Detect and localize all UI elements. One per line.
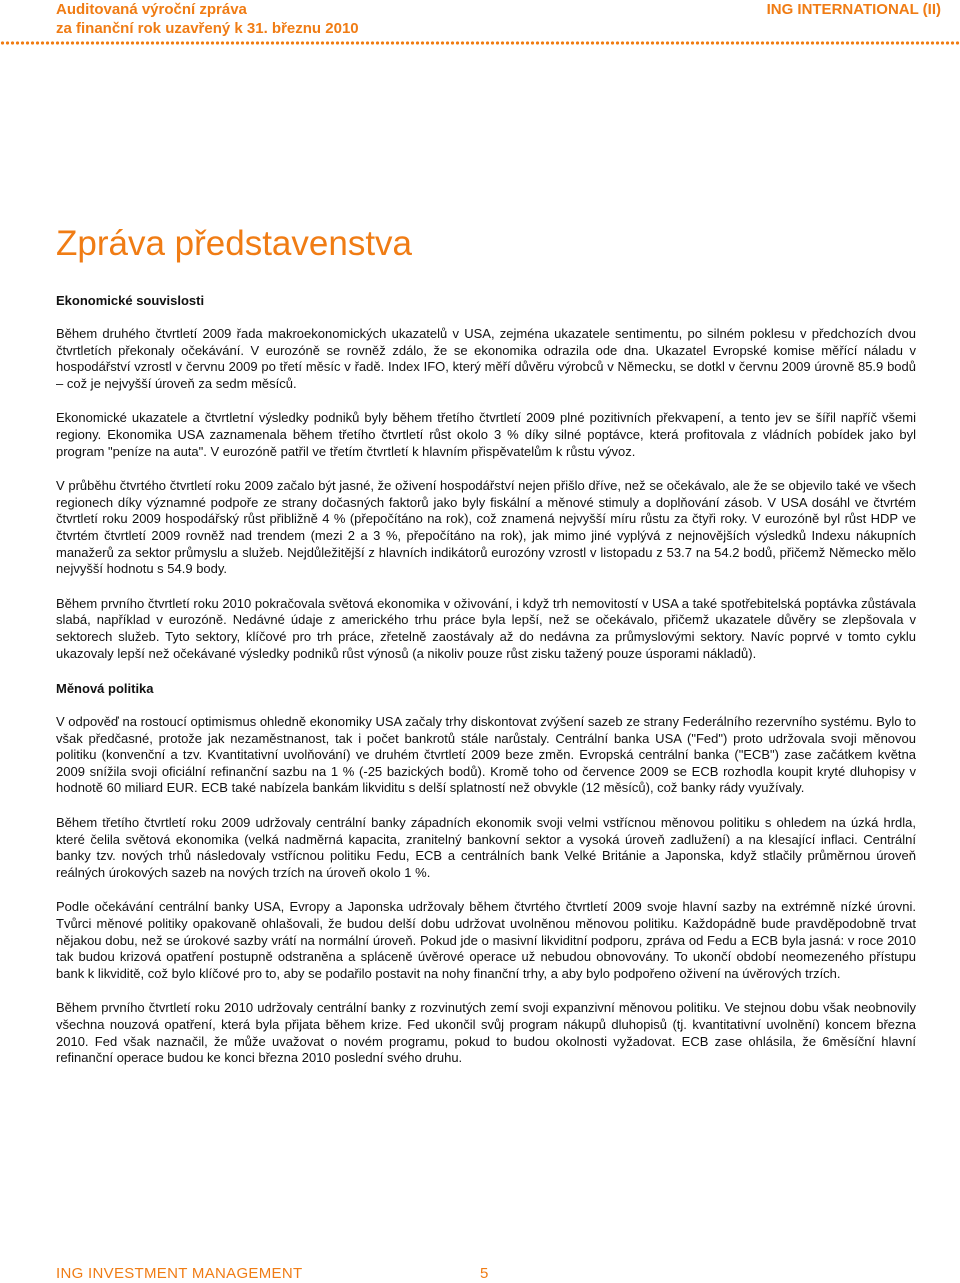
- paragraph: V průběhu čtvrtého čtvrtletí roku 2009 začalo být jasné, že oživení hospodářství nejen přišlo dříve, než se očekávalo, ale že se objevilo také ve všech regionech díky významné podpoře ze strany dočasných faktorů jako byly fiskální a měnové stimuly a doplňování zásob. V USA dosáhl ve čtvrtém čtvrtletí roku 2009 hospodářský růst přibližně 4 % (přepočítáno na rok), což znamená nejvyšší míru růstu za čtyři roky. V eurozóně byl růst HDP ve čtvrtém čtvrtletí 2009 rovněž nad trendem (mezi 2 a 3 %, přepočítáno na rok), jak mimo jiné vyplývá z nejnovějších výsledků Indexu nákupních manažerů za sektor průmyslu a služeb. Nejdůležitější z hlavních indikátorů eurozóny vzrostl v listopadu z 53.7 na 54.2 bodů, přičemž Německo mělo nejvyšší hodnotu s 54.9 body.: [56, 478, 916, 577]
- fund-name: ING INTERNATIONAL (II): [766, 1, 941, 18]
- dotted-divider: [0, 40, 960, 46]
- paragraph: Během třetího čtvrtletí roku 2009 udržovaly centrální banky západních ekonomik svoji velmi vstřícnou měnovou politiku s ohledem na úzká hrdla, které čelila světová ekonomika (velká nadměrná kapacita, zranitelný bankovní sektor a vysoká úroveň zadlužení) a na klesající inflaci. Centrální banky tzv. nových trhů následovaly vstřícnou politiku Fedu, ECB a centrálních bank Velké Británie a Japonska, když stlačily průměrnou úroveň reálných úrokových sazeb na nových trzích na úroveň okolo 1 %.: [56, 815, 916, 880]
- report-header: [56, 0, 359, 38]
- report-period-line: za finanční rok uzavřený k 31. březnu 2010: [56, 20, 359, 37]
- paragraph: Během prvního čtvrtletí roku 2010 udržovaly centrální banky z rozvinutých zemí svoji expanzivní měnovou politiku. Ve stejnou dobu však neobnovily všechna nouzová opatření, která byla přijata během krize. Fed ukončil svůj program nákupů dluhopisů (tj. kvantitativní uvolnění) koncem března 2010. Fed však naznačil, že může uvažovat o novém programu, pokud to budou okolnosti vyžadovat. ECB zase ohlásila, že 6měsíční hlavní refinanční operace budou ke konci března 2010 poslední svého druhu.: [56, 1000, 916, 1066]
- paragraph: Během druhého čtvrtletí 2009 řada makroekonomických ukazatelů v USA, zejména ukazatele sentimentu, po silném poklesu v předchozích dvou čtvrtletích překonaly očekávání. V eurozóně se rovněž zdálo, že se ekonomika odrazila ode dna. Ukazatel Evropské komise měřící náladu v hospodářství vzrostl v červnu 2009 po třetí měsíc v řadě. Index IFO, který měří důvěru výrobců v Německu, se dotkl v červnu 2009 úrovně 85.9 bodů – což je nejvyšší úroveň za sedm měsíců.: [56, 326, 916, 391]
- section-heading-economic: Ekonomické souvislosti: [56, 293, 205, 308]
- page-number: 5: [480, 1265, 489, 1282]
- paragraph: V odpověď na rostoucí optimismus ohledně ekonomiky USA začaly trhy diskontovat zvýšení sazeb ze strany Federálního rezervního systému. Bylo to však předčasné, protože jak nezaměstnanost, tak i počet bankrotů stále narůstaly. Centrální banka USA ("Fed") proto udržovala svoji měnovou politiku (konvenční a tzv. Kvantitativní uvolňování) ve druhém čtvrtletí 2009 beze změn. Evropská centrální banka ("ECB") zase začátkem května 2009 snížila svoji oficiální refinanční sazbu na 1 % (-25 bazických bodů). Kromě toho od července 2009 se ECB rozhodla koupit kryté dluhopisy v hodnotě 60 miliard EUR. ECB také nabízela bankám likviditu s delší splatností než obvykle (12 měsíců), což banky rády využívaly.: [56, 714, 916, 796]
- report-title-line: Auditovaná výroční zpráva: [56, 1, 247, 18]
- paragraph: Podle očekávání centrální banky USA, Evropy a Japonska udržovaly během čtvrtého čtvrtletí 2009 svoje hlavní sazby na extrémně nízké úrovni. Tvůrci měnové politiky opakovaně ohlašovali, že budou delší dobu udržovat uvolněnou měnovou politiku. Každopádně bude pravděpodobně trvat nějakou dobu, než se úrokové sazby vrátí na normální úroveň. Pokud jde o masivní likviditní podporu, zpráva od Fedu a ECB byla jasná: v roce 2010 tak budou krizová opatření postupně odstraněna a spláceně úvěrové operace už nebudou obnovovány. To ukončí období neomezeného přístupu bank k likviditě, což bylo klíčové pro to, aby se podařilo postavit na nohy finanční trhy, a aby bylo podpořeno oživení na úvěrových trzích.: [56, 899, 916, 981]
- section-heading-monetary: Měnová politika: [56, 681, 154, 697]
- page-title: Zpráva představenstva: [56, 224, 413, 263]
- report-body: [56, 292, 916, 1085]
- footer-company: ING INVESTMENT MANAGEMENT: [56, 1265, 303, 1282]
- paragraph: Během prvního čtvrtletí roku 2010 pokračovala světová ekonomika v oživování, i když trh nemovitostí v USA a také spotřebitelská poptávka zůstávala slabá, například v eurozóně. Nedávné údaje z amerického trhu práce byla lepší, než se očekávalo, přičemž ukazatele důvěry se zlepšovala v sektorech služeb. Tyto sektory, klíčové pro trh práce, zřetelně zaostávaly až do nedávna za průmyslovými sektory. Navíc poprvé v tomto cyklu ukazovaly lepší než očekávané výsledky podniků růst výnosů (a nikoliv pouze růst zisku tažený pouze úsporami nákladů).: [56, 595, 916, 661]
- paragraph: Ekonomické ukazatele a čtvrtletní výsledky podniků byly během třetího čtvrtletí 2009 plné pozitivních překvapení, a tento jev se šířil napříč všemi regiony. Ekonomika USA zaznamenala během třetího čtvrtletí růst okolo 3 % díky silné poptávce, která profitovala z vládních pobídek jako byl program "peníze na auta". V eurozóně patřil ve třetím čtvrtletí k hlavním přispěvatelům k růstu vývoz.: [56, 410, 916, 459]
